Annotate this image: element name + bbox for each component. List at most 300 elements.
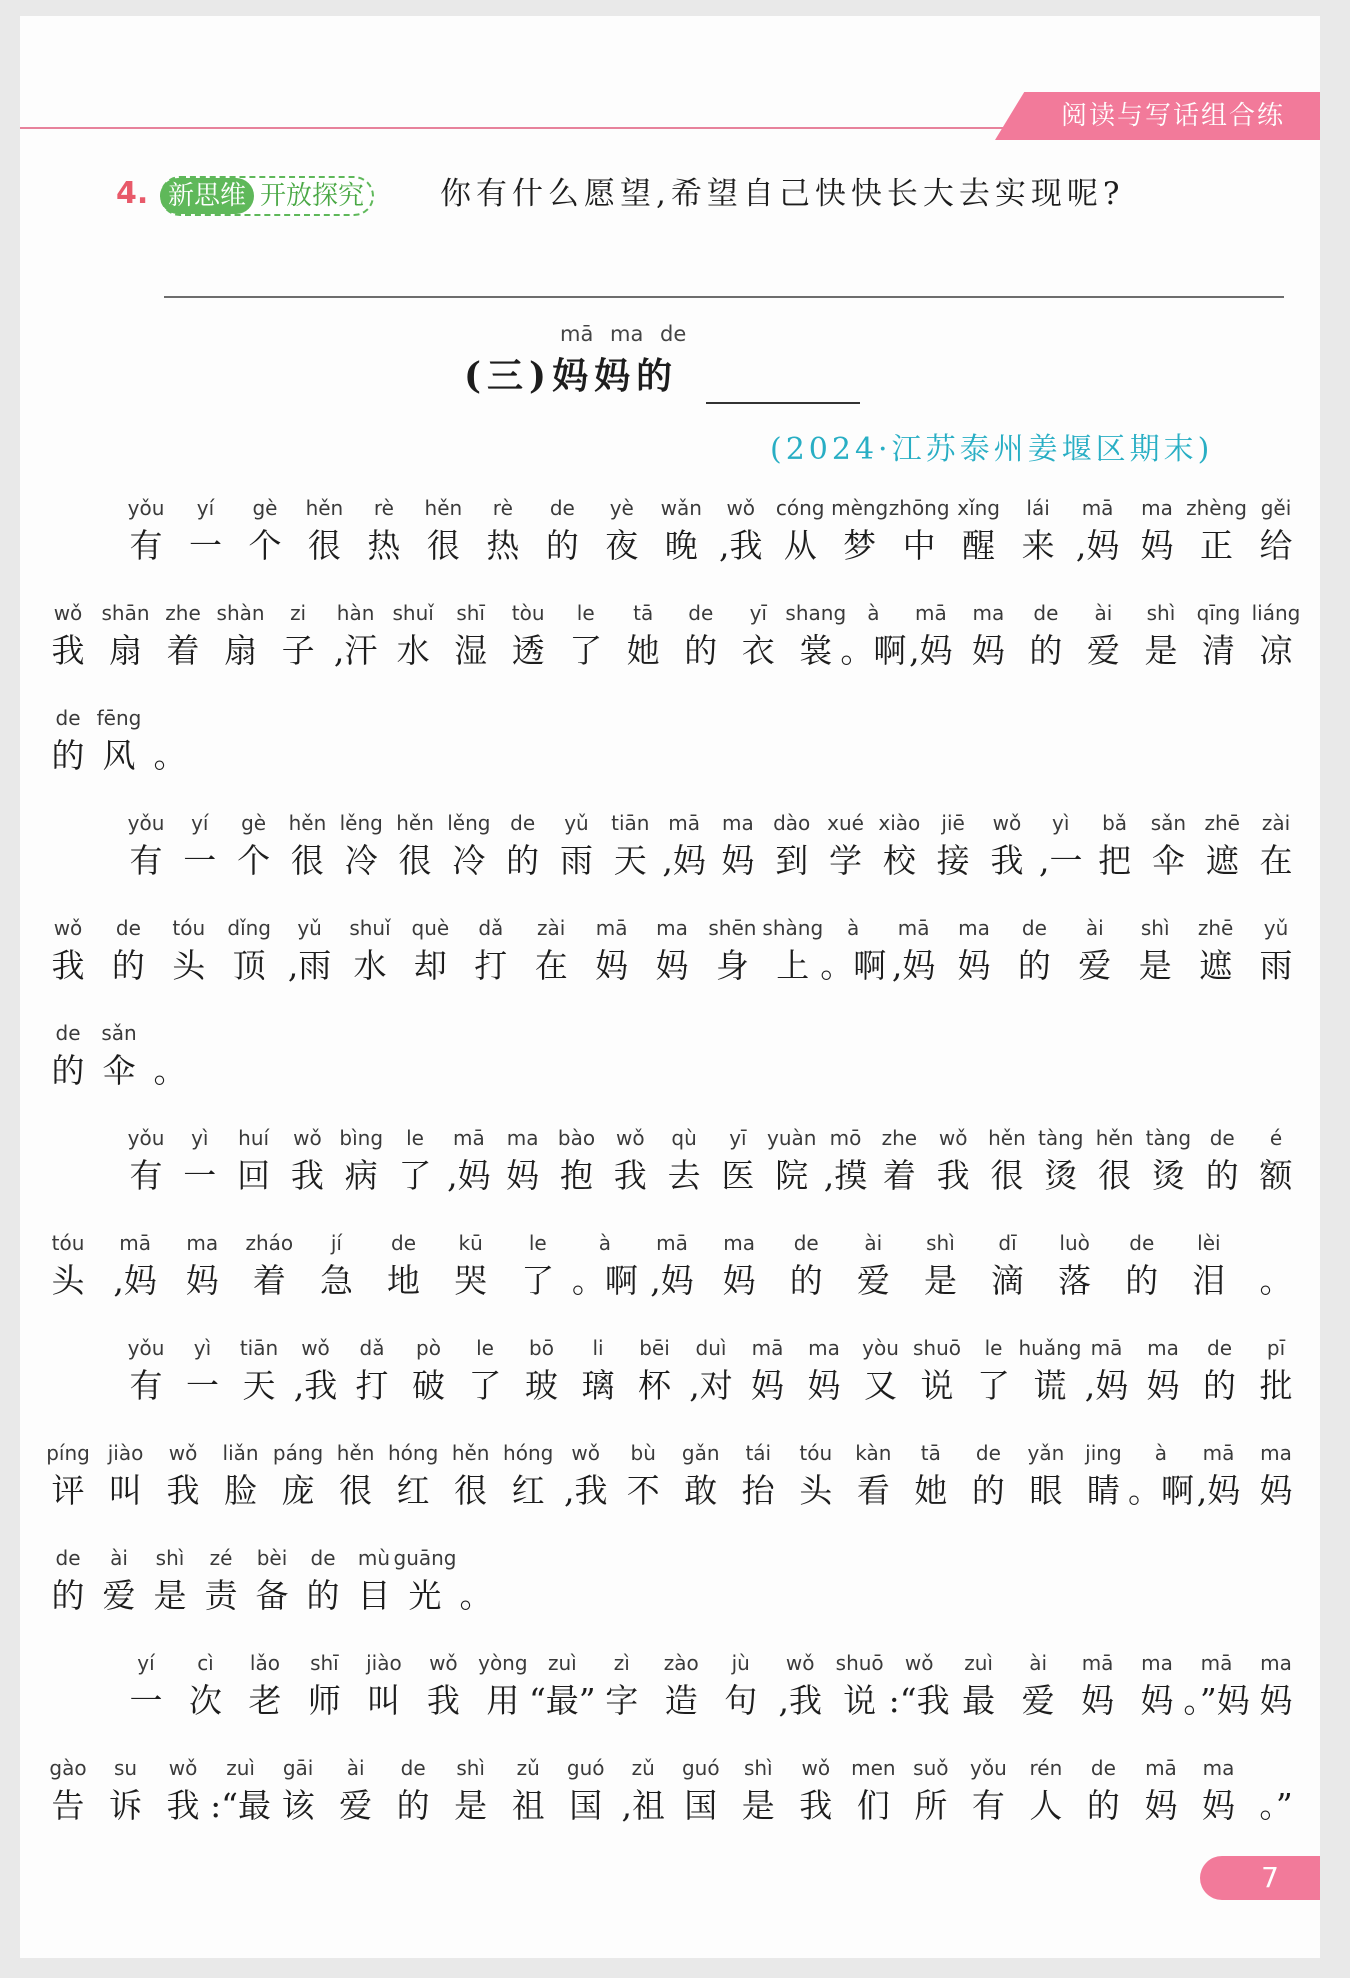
pinyin-syllable: zháo	[245, 1231, 294, 1255]
hanzi-char: 最	[962, 1681, 996, 1720]
pinyin-syllable: xǐng	[957, 496, 1001, 520]
hanzi-char: 是	[741, 1786, 775, 1825]
pinyin-syllable: mù	[357, 1546, 391, 1570]
hanzi-char: 。	[153, 736, 187, 775]
hanzi-char: 头	[172, 946, 206, 985]
pinyin-syllable: de	[688, 601, 714, 625]
hanzi-char: 庞	[281, 1471, 315, 1510]
pinyin-syllable: mā	[897, 916, 930, 940]
pinyin-syllable: tiān	[611, 811, 650, 835]
hanzi-char: “最”	[528, 1681, 596, 1720]
question-number: 4.	[116, 176, 149, 211]
pinyin-syllable: yǒu	[127, 1126, 165, 1150]
hanzi-char: 泪	[1192, 1261, 1226, 1300]
pinyin-syllable: le	[476, 1336, 494, 1360]
hanzi-char: ,雨	[287, 946, 332, 985]
pinyin-syllable: yī	[749, 601, 767, 625]
hanzi-char: 湿	[454, 631, 488, 670]
pinyin-syllable: mā	[1081, 496, 1114, 520]
pinyin-syllable: yǔ	[1263, 916, 1289, 940]
pinyin-syllable: yí	[191, 811, 209, 835]
pinyin-syllable: ma	[1141, 496, 1173, 520]
hanzi-char: 着	[166, 631, 200, 670]
hanzi-char: 杯	[638, 1366, 671, 1405]
pinyin-syllable: tòu	[511, 601, 545, 625]
hanzi-char: 很	[990, 1156, 1024, 1195]
hanzi-char: 的	[306, 1576, 340, 1615]
pinyin-syllable: à	[867, 601, 880, 625]
hanzi-char: 了	[569, 631, 603, 670]
hanzi-char: 又	[864, 1366, 897, 1405]
pinyin-syllable: de	[55, 706, 81, 730]
pinyin-syllable: ma	[1202, 1756, 1235, 1780]
pinyin-syllable: guāng	[393, 1546, 457, 1570]
hanzi-char: 的	[506, 841, 540, 880]
pinyin-syllable: shàng	[762, 916, 824, 940]
pinyin-syllable: ma	[1147, 1336, 1179, 1360]
hanzi-char: 责	[204, 1576, 238, 1615]
hanzi-char: 的	[1205, 1156, 1239, 1195]
pinyin-syllable: wǒ	[53, 601, 83, 625]
pinyin-syllable: wǒ	[53, 916, 83, 940]
hanzi-char: 妈	[722, 1261, 756, 1300]
hanzi-char: 爱	[102, 1576, 136, 1615]
pinyin-syllable: shuǐ	[392, 601, 434, 625]
hanzi-char: 。啊	[840, 631, 907, 670]
hanzi-char: 有	[129, 1156, 163, 1195]
pinyin-syllable: zài	[537, 916, 566, 940]
hanzi-char: 有	[129, 1366, 163, 1405]
hanzi-char: 烫	[1151, 1156, 1185, 1195]
hanzi-char: ,一	[1039, 841, 1083, 880]
hanzi-char: 红	[396, 1471, 430, 1510]
hanzi-char: 着	[882, 1156, 916, 1195]
pinyin-syllable: hěn	[451, 1441, 490, 1465]
hanzi-char: 爱	[1086, 631, 1120, 670]
hanzi-char: 头	[51, 1261, 85, 1300]
hanzi-char: 敢	[684, 1471, 718, 1510]
pinyin-syllable: yì	[193, 1336, 212, 1360]
pinyin-syllable: de	[1033, 601, 1059, 625]
hanzi-char: 妈	[971, 631, 1005, 670]
hanzi-char: 有	[129, 841, 163, 880]
hanzi-char: 子	[281, 631, 315, 670]
pinyin-syllable: zhe	[165, 601, 201, 625]
hanzi-char: 是	[454, 1786, 488, 1825]
hanzi-char: 很	[1098, 1156, 1132, 1195]
pinyin-syllable: shuō	[912, 1336, 962, 1360]
hanzi-char: 打	[355, 1366, 389, 1405]
pinyin-syllable: de	[1207, 1336, 1232, 1360]
pinyin-syllable: xiào	[878, 811, 921, 835]
hanzi-char: 很	[290, 841, 324, 880]
hanzi-char: 。啊	[820, 946, 887, 985]
pinyin-syllable: dī	[998, 1231, 1017, 1255]
pinyin-syllable: jing	[1085, 1441, 1122, 1465]
pinyin-syllable: dǐng	[227, 916, 271, 940]
hanzi-char: 说	[843, 1681, 877, 1720]
pinyin-syllable: de	[1129, 1231, 1155, 1255]
hanzi-char: 给	[1259, 526, 1293, 565]
hanzi-char: ,妈	[909, 631, 953, 670]
hanzi-char: 落	[1058, 1261, 1092, 1300]
hanzi-char: ,妈	[113, 1261, 157, 1300]
pinyin-syllable: suǒ	[913, 1756, 949, 1780]
hanzi-char: 我	[936, 1156, 970, 1195]
pinyin-syllable: cóng	[775, 496, 825, 520]
pinyin-syllable: zào	[663, 1651, 699, 1675]
pinyin-syllable: ma	[1141, 1651, 1173, 1675]
pinyin-syllable: lǎo	[249, 1651, 280, 1675]
pinyin-syllable: mā	[1090, 1336, 1123, 1360]
pinyin-syllable: zǔ	[631, 1756, 655, 1780]
pinyin-syllable: guó	[681, 1756, 720, 1780]
hanzi-char: 热	[486, 526, 520, 565]
pinyin-syllable: kū	[458, 1231, 483, 1255]
pinyin-syllable: shuō	[835, 1651, 884, 1675]
pinyin-syllable: luò	[1059, 1231, 1090, 1255]
hanzi-char: ,摸	[823, 1156, 868, 1195]
pinyin-syllable: bìng	[339, 1126, 384, 1150]
hanzi-char: 一	[183, 841, 217, 880]
pinyin-syllable: liǎn	[222, 1441, 259, 1465]
pinyin-syllable: bǎ	[1102, 811, 1128, 835]
pinyin-syllable: mā	[668, 811, 700, 835]
pinyin-syllable: yì	[191, 1126, 209, 1150]
hanzi-char: 天	[613, 841, 647, 880]
hanzi-char: 妈	[1144, 1786, 1178, 1825]
hanzi-char: 身	[715, 946, 749, 985]
hanzi-char: 却	[413, 946, 447, 985]
hanzi-char: 遮	[1199, 946, 1233, 985]
pinyin-syllable: sǎn	[101, 1021, 137, 1045]
pinyin-syllable: hěn	[988, 1126, 1026, 1150]
hanzi-char: 不	[626, 1471, 660, 1510]
pinyin-syllable: ma	[958, 916, 990, 940]
hanzi-char: 妈	[185, 1261, 219, 1300]
hanzi-char: 很	[398, 841, 432, 880]
hanzi-char: 的	[1203, 1366, 1236, 1405]
pinyin-syllable: wǒ	[938, 1126, 968, 1150]
pinyin-syllable: jí	[330, 1231, 342, 1255]
pinyin-syllable: shang	[785, 601, 847, 625]
hanzi-char: 脸	[224, 1471, 258, 1510]
pinyin-syllable: de	[549, 496, 575, 520]
pinyin-syllable: mā	[119, 1231, 151, 1255]
hanzi-char: 的	[1017, 946, 1051, 985]
hanzi-char: 叫	[367, 1681, 401, 1720]
hanzi-char: 醒	[962, 526, 996, 565]
pinyin-syllable: gěi	[1260, 496, 1292, 520]
hanzi-char: 着	[252, 1261, 286, 1300]
pinyin-syllable: mā	[751, 1336, 784, 1360]
hanzi-char: 夜	[605, 526, 639, 565]
hanzi-char: 字	[605, 1681, 639, 1720]
hanzi-char: 裳	[799, 631, 833, 670]
pinyin-syllable: zhe	[881, 1126, 918, 1150]
hanzi-char: 璃	[581, 1366, 615, 1405]
pinyin-syllable: què	[411, 916, 450, 940]
pinyin-syllable: ài	[1085, 916, 1104, 940]
pinyin-syllable: shì	[155, 1546, 185, 1570]
pinyin-syllable: wǎn	[660, 496, 702, 520]
hanzi-char: 了	[521, 1261, 555, 1300]
pinyin-syllable: pò	[416, 1336, 441, 1360]
hanzi-char: 冷	[344, 841, 378, 880]
hanzi-char: 破	[412, 1366, 445, 1405]
pinyin-syllable: gào	[49, 1756, 87, 1780]
page-number: 7	[1261, 1861, 1279, 1894]
hanzi-char: 我	[613, 1156, 647, 1195]
hanzi-char: 中	[902, 526, 936, 565]
pinyin-syllable: huǎng	[1018, 1336, 1082, 1360]
pinyin-syllable: dào	[773, 811, 811, 835]
pinyin-syllable: tā	[920, 1441, 941, 1465]
hanzi-char: 水	[353, 946, 387, 985]
pinyin-syllable: tàng	[1145, 1126, 1192, 1150]
hanzi-char: 个	[237, 841, 271, 880]
pinyin-syllable: de	[310, 1546, 336, 1570]
hanzi-char: 冷	[452, 841, 486, 880]
pinyin-syllable: à	[1154, 1441, 1168, 1465]
hanzi-char: 一	[186, 1366, 219, 1405]
pinyin-syllable: zé	[209, 1546, 233, 1570]
hanzi-char: 是	[1138, 946, 1172, 985]
hanzi-char: 她	[914, 1471, 948, 1510]
pinyin-syllable: wǒ	[801, 1756, 831, 1780]
hanzi-char: 师	[307, 1681, 341, 1720]
hanzi-char: 很	[339, 1471, 373, 1510]
hanzi-char: 天	[242, 1366, 276, 1405]
pinyin-syllable: de	[391, 1231, 417, 1255]
pinyin-syllable: yòng	[478, 1651, 528, 1675]
badge-main: 新思维	[160, 178, 254, 214]
pinyin-syllable: hěn	[396, 811, 434, 835]
hanzi-char: 爱	[856, 1261, 890, 1300]
pinyin-syllable: hóng	[387, 1441, 439, 1465]
pinyin-syllable: jiào	[107, 1441, 144, 1465]
pinyin-syllable: yǒu	[127, 1336, 165, 1360]
pinyin-syllable: shēn	[708, 916, 757, 940]
pinyin-syllable: yè	[609, 496, 634, 520]
hanzi-char: 的	[51, 736, 85, 775]
hanzi-char: 热	[367, 526, 401, 565]
pinyin-syllable: men	[851, 1756, 896, 1780]
pinyin-syllable: hóng	[503, 1441, 554, 1465]
pinyin-syllable: hěn	[305, 496, 344, 520]
hanzi-char: 的	[111, 946, 145, 985]
hanzi-char: 院	[775, 1156, 809, 1195]
hanzi-char: 的	[51, 1576, 85, 1615]
pinyin-syllable: lèi	[1197, 1231, 1221, 1255]
hanzi-char: 该	[281, 1786, 315, 1825]
hanzi-char: 睛	[1086, 1471, 1120, 1510]
hanzi-char: 的	[684, 631, 718, 670]
pinyin-syllable: bào	[557, 1126, 596, 1150]
pinyin-syllable: tiān	[239, 1336, 279, 1360]
pinyin-syllable: gǎn	[681, 1441, 720, 1465]
hanzi-char: 烫	[1044, 1156, 1078, 1195]
hanzi-char: 我	[426, 1681, 460, 1720]
hanzi-char: 头	[799, 1471, 833, 1510]
pinyin-syllable: wǒ	[571, 1441, 600, 1465]
pinyin-syllable: ma	[1260, 1651, 1292, 1675]
pinyin-syllable: mā	[1202, 1441, 1235, 1465]
hanzi-char: ,我	[563, 1471, 608, 1510]
pinyin-syllable: de	[400, 1756, 426, 1780]
hanzi-char: ,对	[689, 1366, 733, 1405]
pinyin-syllable: wǒ	[168, 1441, 198, 1465]
pinyin-syllable: wǒ	[168, 1756, 198, 1780]
hanzi-char: 次	[188, 1681, 222, 1720]
pinyin-syllable: zhē	[1204, 811, 1240, 835]
answer-line[interactable]	[164, 296, 1284, 298]
hanzi-char: 。啊	[1127, 1471, 1194, 1510]
hanzi-char: 。	[459, 1576, 493, 1615]
hanzi-char: ,妈	[447, 1156, 491, 1195]
hanzi-char: 祖	[511, 1786, 545, 1825]
hanzi-char: 伞	[102, 1051, 136, 1090]
hanzi-char: 凉	[1259, 631, 1293, 670]
pinyin-syllable: dǎ	[359, 1336, 385, 1360]
hanzi-char: 很	[454, 1471, 488, 1510]
pinyin-syllable: tóu	[51, 1231, 85, 1255]
hanzi-char: ,妈	[1196, 1471, 1241, 1510]
hanzi-char: 急	[319, 1261, 353, 1300]
pinyin-syllable: páng	[272, 1441, 324, 1465]
hanzi-char: 妈	[506, 1156, 540, 1195]
hanzi-char: 哭	[454, 1261, 488, 1300]
pinyin-syllable: de	[55, 1021, 81, 1045]
hanzi-char: 在	[1259, 841, 1293, 880]
passage-source: (2024·江苏泰州姜堰区期末)	[770, 432, 1214, 467]
pinyin-syllable: wǒ	[992, 811, 1022, 835]
hanzi-char: :“最	[210, 1786, 272, 1825]
pinyin-syllable: mō	[829, 1126, 862, 1150]
hanzi-char: 我	[990, 841, 1024, 880]
pinyin-syllable: sǎn	[1150, 811, 1187, 835]
pinyin-syllable: li	[592, 1336, 604, 1360]
pinyin-syllable: wǒ	[726, 496, 756, 520]
pinyin-syllable: pī	[1266, 1336, 1286, 1360]
pinyin-syllable: mā	[595, 916, 628, 940]
hanzi-char: 妈	[1140, 1681, 1174, 1720]
hanzi-char: 造	[664, 1681, 698, 1720]
hanzi-char: 批	[1259, 1366, 1293, 1405]
hanzi-char: 眼	[1029, 1471, 1063, 1510]
pinyin-syllable: shì	[1146, 601, 1176, 625]
hanzi-char: 妈	[1081, 1681, 1115, 1720]
hanzi-char: 爱	[339, 1786, 373, 1825]
pinyin-syllable: ma	[656, 916, 688, 940]
title-blank[interactable]	[706, 402, 860, 404]
hanzi-char: 滴	[991, 1261, 1025, 1300]
hanzi-char: 衣	[741, 631, 775, 670]
hanzi-char: 评	[51, 1471, 85, 1510]
hanzi-char: 医	[721, 1156, 755, 1195]
hanzi-char: 妈	[957, 946, 991, 985]
pinyin-syllable: yòu	[862, 1336, 899, 1360]
pinyin-syllable: zǔ	[516, 1756, 540, 1780]
pinyin-syllable: duì	[695, 1336, 727, 1360]
pinyin-syllable: rén	[1029, 1756, 1063, 1780]
pinyin-syllable: yí	[196, 496, 215, 520]
hanzi-char: 打	[474, 946, 508, 985]
hanzi-char: 来	[1021, 526, 1055, 565]
hanzi-char: 的	[396, 1786, 430, 1825]
hanzi-char: ,祖	[621, 1786, 665, 1825]
hanzi-char: 雨	[1259, 946, 1293, 985]
hanzi-char: 的	[1125, 1261, 1159, 1300]
pinyin-syllable: qù	[671, 1126, 697, 1150]
hanzi-char: 晚	[664, 526, 698, 565]
pinyin-syllable: shān	[101, 601, 150, 625]
hanzi-char: 很	[426, 526, 460, 565]
pinyin-syllable: gè	[241, 811, 267, 835]
pinyin-syllable: le	[528, 1231, 547, 1255]
hanzi-char: 。	[1259, 1261, 1293, 1300]
pinyin-syllable: tóu	[799, 1441, 833, 1465]
hanzi-char: 是	[923, 1261, 957, 1300]
hanzi-char: 国	[684, 1786, 718, 1825]
hanzi-char: 雨	[559, 841, 593, 880]
hanzi-char: 扇	[224, 631, 258, 670]
hanzi-char: 的	[545, 526, 579, 565]
hanzi-char: 爱	[1021, 1681, 1055, 1720]
pinyin-syllable: gè	[252, 496, 278, 520]
hanzi-char: 是	[1144, 631, 1178, 670]
pinyin-syllable: bēi	[639, 1336, 670, 1360]
pinyin-syllable: kàn	[855, 1441, 892, 1465]
pinyin-syllable: à	[847, 916, 860, 940]
hanzi-char: 光	[408, 1576, 442, 1615]
pinyin-syllable: shì	[456, 1756, 485, 1780]
pinyin-syllable: huí	[238, 1126, 270, 1150]
hanzi-char: 了	[398, 1156, 432, 1195]
hanzi-char: 顶	[232, 946, 266, 985]
hanzi-char: 学	[829, 841, 863, 880]
pinyin-syllable: ài	[864, 1231, 883, 1255]
hanzi-char: 。”	[1259, 1786, 1293, 1825]
pinyin-syllable: le	[406, 1126, 424, 1150]
hanzi-char: 风	[102, 736, 136, 775]
pinyin-syllable: ma	[723, 1231, 755, 1255]
pinyin-syllable: de	[510, 811, 536, 835]
hanzi-char: 我	[51, 946, 85, 985]
pinyin-syllable: tái	[745, 1441, 772, 1465]
hanzi-char: 妈	[1259, 1471, 1293, 1510]
hanzi-char: 我	[166, 1471, 200, 1510]
pinyin-syllable: yī	[729, 1126, 747, 1150]
passage-title: (三)妈妈的	[464, 355, 679, 397]
hanzi-char: 梦	[843, 526, 877, 565]
pinyin-syllable: jiào	[366, 1651, 402, 1675]
pinyin-syllable: shì	[743, 1756, 773, 1780]
hanzi-char: 妈	[655, 946, 689, 985]
hanzi-char: 的	[1086, 1786, 1120, 1825]
pinyin-syllable: bù	[630, 1441, 656, 1465]
hanzi-char: 抱	[559, 1156, 593, 1195]
pinyin-syllable: yǔ	[564, 811, 589, 835]
pinyin-syllable: yǔ	[297, 916, 322, 940]
hanzi-char: 妈	[1201, 1786, 1235, 1825]
hanzi-char: 妈	[1140, 526, 1174, 565]
hanzi-char: 。啊	[571, 1261, 638, 1300]
pinyin-syllable: mā	[452, 1126, 485, 1150]
pinyin-syllable: yǒu	[127, 496, 165, 520]
pinyin-syllable: xué	[827, 811, 864, 835]
pinyin-syllable: yì	[1052, 811, 1070, 835]
